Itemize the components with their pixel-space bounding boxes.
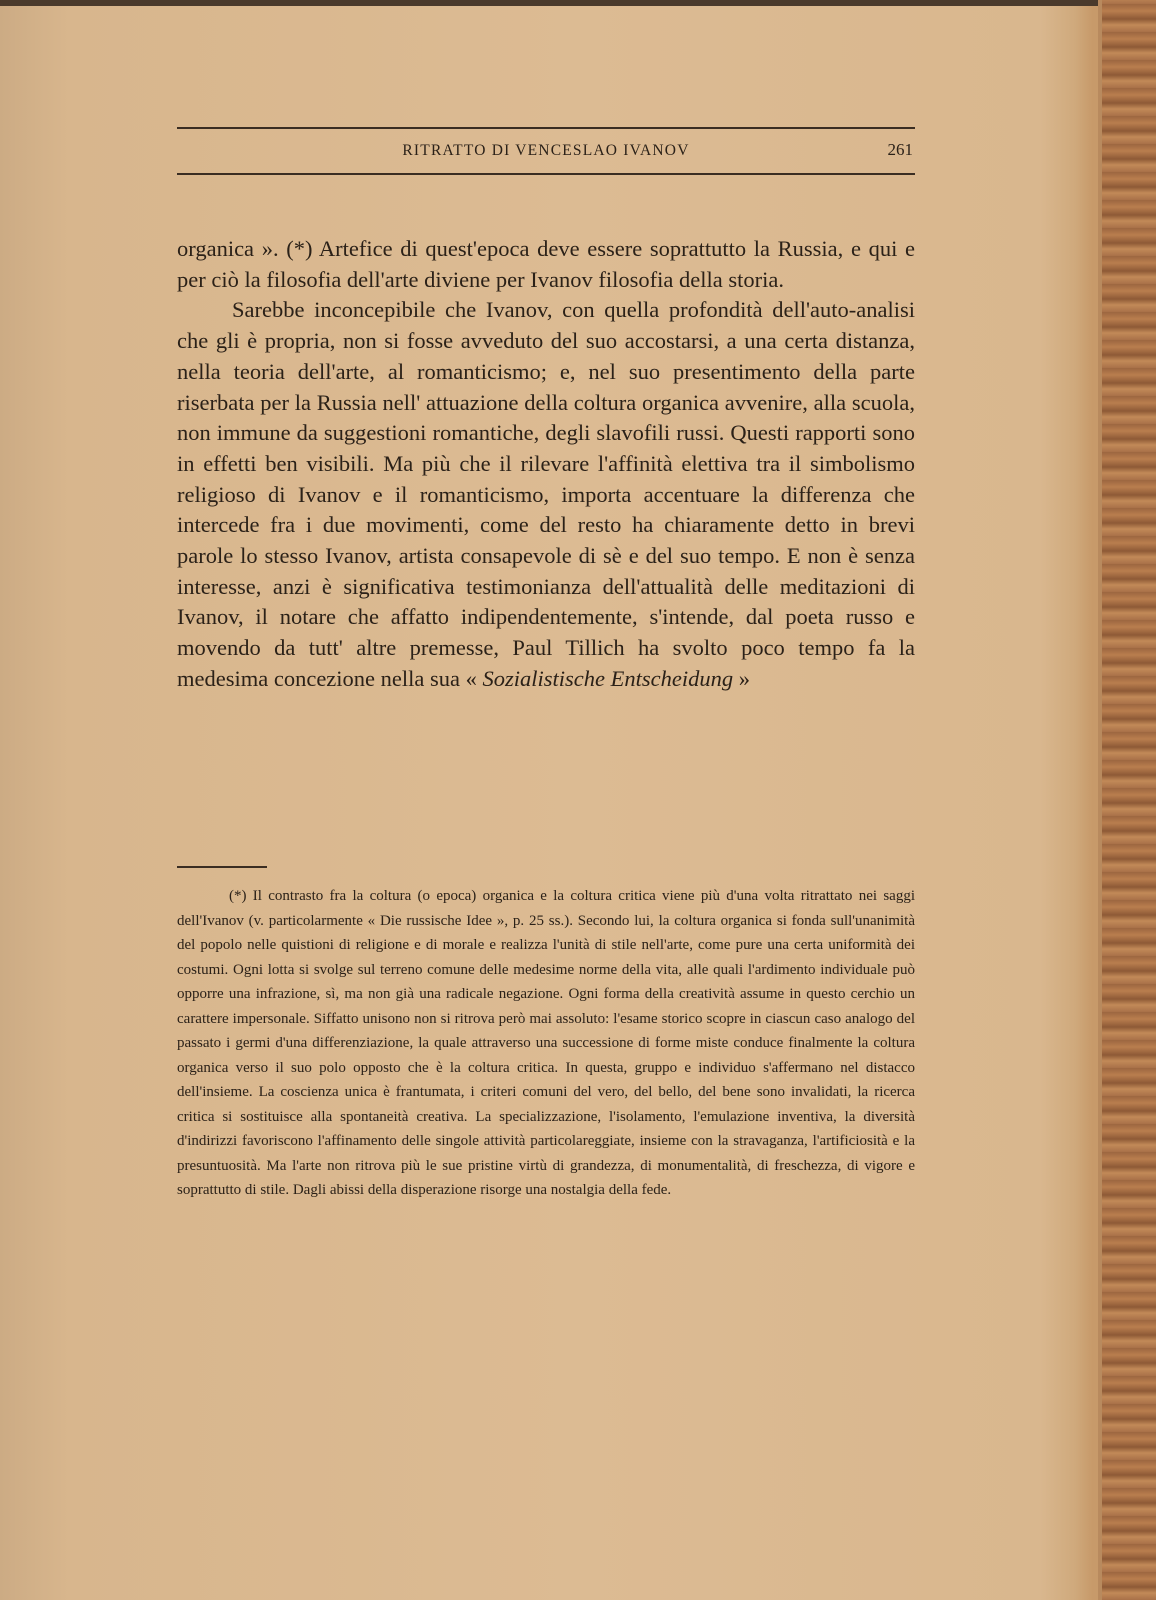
paragraph-2-text: Sarebbe inconcepibile che Ivanov, con quella profondità dell'auto-analisi che gli è propria, non si fosse avveduto del suo accostarsi, a una certa distanza, nella teoria dell'arte, al romanticismo; e, nel suo presentimento della parte riserbata per la Russia nell' attuazione della coltura organica avvenire, alla scuola, non immune da suggestioni romantiche, degli slavofili russi. Questi rapporti sono in effetti ben visibili. Ma più che il rilevare l'affinità elettiva tra il simbolismo religioso di Ivanov e il romanticismo, importa accentuare la differenza che intercede fra i due movimenti, come del resto ha chiaramente detto in brevi parole lo stesso Ivanov, artista consapevole di sè e del suo tempo. E non è senza interesse, anzi è significativa testimonianza dell'attualità delle meditazioni di Ivanov, il notare che affatto indipendentemente, s'intende, dal poeta russo e movendo da tutt' altre premesse, Paul Tillich ha svolto poco tempo fa la medesima concezione nella sua «: [177, 297, 915, 691]
footnote-cited-title: Die russische Idee: [379, 912, 493, 929]
running-title: RITRATTO DI VENCESLAO IVANOV: [402, 142, 690, 159]
page-number: 261: [887, 140, 913, 159]
closing-quote: »: [738, 665, 750, 691]
page-top-edge: [0, 0, 1156, 6]
footnote-text-1: (*) Il contrasto fra la coltura (o epoca) organica e la coltura critica viene più d'una volta ritrattato nei saggi dell'Ivanov (v. particolarmente «: [177, 888, 915, 929]
book-title-sozialistische: Sozialistische Entscheidung: [482, 665, 734, 691]
footnote-rule: [177, 866, 267, 868]
footnote-text-2: », p. 25 ss.). Secondo lui, la coltura organica si fonda sull'unanimità del popolo nelle quistioni di religione e di morale e realizza l'unità di stile nell'arte, come pure una certa uniformità dei costumi. Ogni lotta si svolge sul terreno comune delle medesime norme della vita, alle quali l'ardimento individuale può opporre una infrazione, sì, ma non già una radicale negazione. Ogni forma della creatività assume in questo cerchio un carattere impersonale. Siffatto unisono non si ritrova però mai assoluto: l'esame storico scopre in ciascun caso analogo del passato i germi d'una differenziazione, la quale attraverso una successione di forme miste conduce finalmente la coltura organica verso il suo polo opposto che è la coltura critica. In questa, gruppo e individuo s'affermano nel distacco dell'insieme. La coscienza unica è frantumata, i criteri comuni del vero, del bello, del bene sono invalidati, la ricerca critica si sostituisce alla spontaneità creativa. La specializzazione, l'isolamento, l'emulazione inventiva, la diversità d'indirizzi favoriscono l'affinamento delle singole attività particolareggiate, insieme con la stravaganza, l'artificiosità e la presuntuosità. Ma l'arte non ritrova più le sue pristine virtù di grandezza, di monumentalità, di freschezza, di vigore e soprattutto di stile. Dagli abissi della disperazione risorge una nostalgia della fede.: [177, 912, 915, 1198]
paragraph-2: [177, 295, 915, 694]
running-header: [177, 127, 915, 175]
body-text: [177, 234, 915, 695]
book-spine: [1102, 0, 1156, 1600]
paragraph-1: organica ». (*) Artefice di quest'epoca deve essere soprattutto la Russia, e qui e per ciò la filosofia dell'arte diviene per Ivanov filosofia della storia.: [177, 236, 915, 292]
footnote: [177, 884, 915, 1203]
